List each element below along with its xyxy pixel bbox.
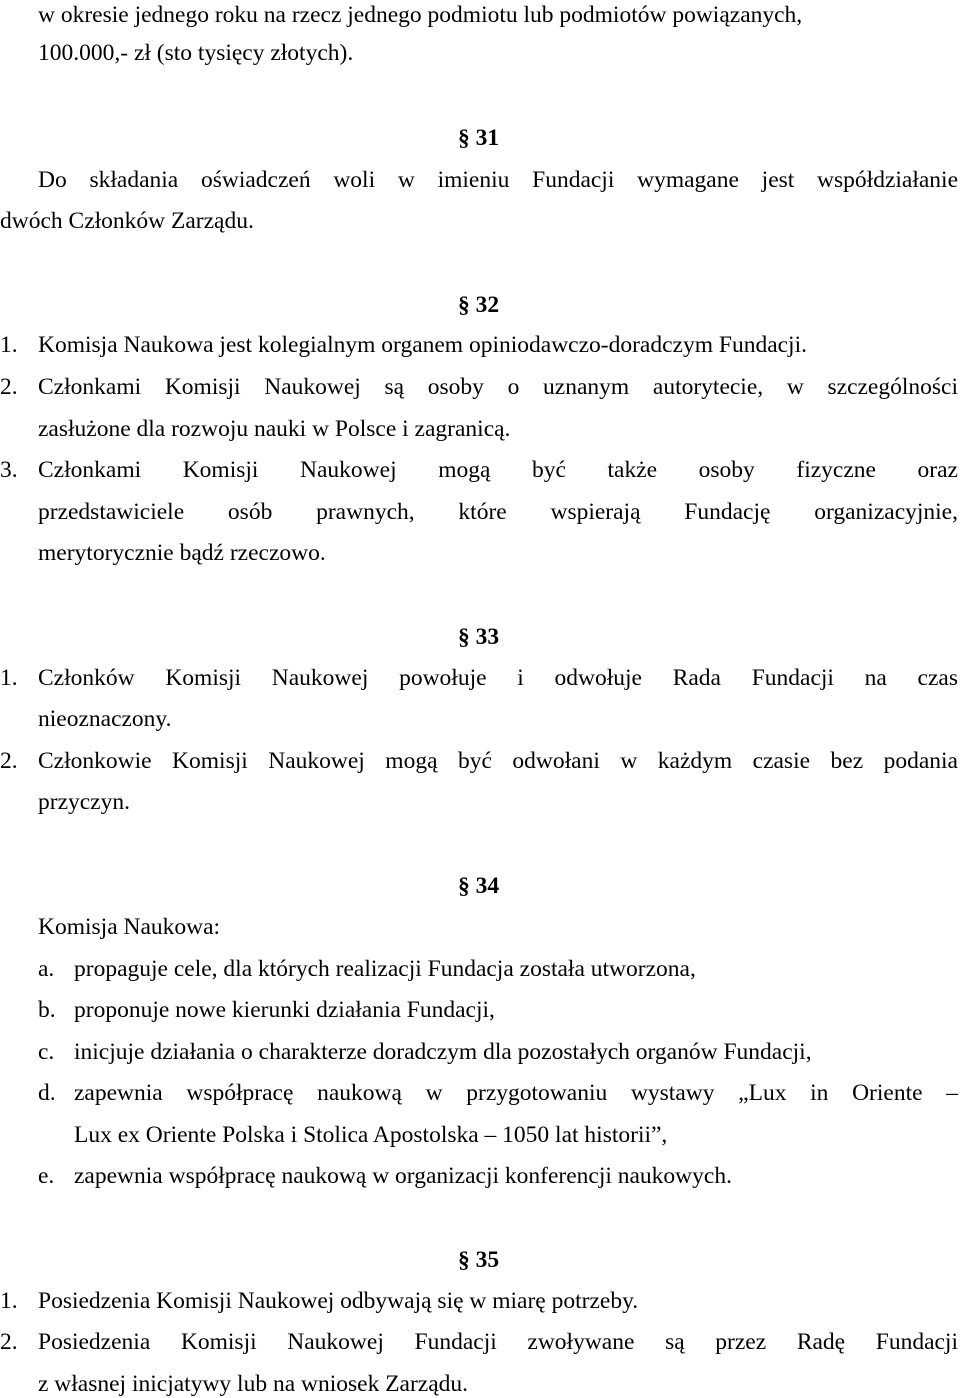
list-item-text: nieoznaczony.: [38, 706, 172, 732]
section-heading-31: § 31: [458, 125, 500, 151]
list-item-number: 2.: [0, 748, 18, 774]
list-item-text: proponuje nowe kierunki działania Fundacji,: [74, 997, 495, 1023]
section-31-text: Do składania oświadczeń woli w imieniu Fundacji wymagane jest współdziałanie: [38, 167, 958, 193]
list-item-text: przyczyn.: [38, 789, 130, 815]
list-item-number: 1.: [0, 332, 18, 358]
list-item-letter: a.: [38, 956, 55, 982]
list-item-text: Członkowie Komisji Naukowej mogą być odwołani w każdym czasie bez podania: [38, 748, 958, 774]
list-item-text: merytorycznie bądź rzeczowo.: [38, 540, 326, 566]
list-item-text: z własnej inicjatywy lub na wniosek Zarządu.: [38, 1371, 469, 1397]
section-34-intro: Komisja Naukowa:: [38, 914, 221, 940]
list-item-text: Członkami Komisji Naukowej są osoby o uznanym autorytecie, w szczególności: [38, 374, 958, 400]
list-item-number: 1.: [0, 1288, 18, 1314]
list-item-text: propaguje cele, dla których realizacji Fundacja została utworzona,: [74, 956, 696, 982]
continuation-line: w okresie jednego roku na rzecz jednego podmiotu lub podmiotów powiązanych,: [38, 2, 803, 28]
list-item-letter: e.: [38, 1163, 55, 1189]
section-heading-33: § 33: [458, 624, 500, 650]
list-item-text: Posiedzenia Komisji Naukowej odbywają się w miarę potrzeby.: [38, 1288, 639, 1314]
list-item-text: zasłużone dla rozwoju nauki w Polsce i zagranicą.: [38, 416, 511, 442]
list-item-text: Komisja Naukowa jest kolegialnym organem opiniodawczo-doradczym Fundacji.: [38, 332, 807, 358]
section-heading-32: § 32: [458, 292, 500, 318]
list-item-number: 3.: [0, 457, 18, 483]
list-item-number: 2.: [0, 1329, 18, 1355]
list-item-text: Lux ex Oriente Polska i Stolica Apostolska – 1050 lat historii”,: [74, 1122, 668, 1148]
list-item-number: 1.: [0, 665, 18, 691]
section-heading-34: § 34: [458, 873, 500, 899]
list-item-text: Członkami Komisji Naukowej mogą być także osoby fizyczne oraz: [38, 457, 958, 483]
list-item-letter: b.: [38, 997, 56, 1023]
list-item-text: inicjuje działania o charakterze doradczym dla pozostałych organów Fundacji,: [74, 1039, 812, 1065]
list-item-text: Posiedzenia Komisji Naukowej Fundacji zwoływane są przez Radę Fundacji: [38, 1329, 958, 1355]
list-item-text: zapewnia współpracę naukową w organizacji konferencji naukowych.: [74, 1163, 732, 1189]
list-item-text: Członków Komisji Naukowej powołuje i odwołuje Rada Fundacji na czas: [38, 665, 958, 691]
list-item-number: 2.: [0, 374, 18, 400]
list-item-letter: d.: [38, 1080, 56, 1106]
list-item-letter: c.: [38, 1039, 55, 1065]
list-item-text: przedstawiciele osób prawnych, które wspierają Fundację organizacyjnie,: [38, 499, 958, 525]
section-31-text: dwóch Członków Zarządu.: [0, 208, 254, 234]
continuation-line: 100.000,- zł (sto tysięcy złotych).: [38, 40, 354, 66]
list-item-text: zapewnia współpracę naukową w przygotowaniu wystawy „Lux in Oriente –: [74, 1080, 958, 1106]
section-heading-35: § 35: [458, 1247, 500, 1273]
